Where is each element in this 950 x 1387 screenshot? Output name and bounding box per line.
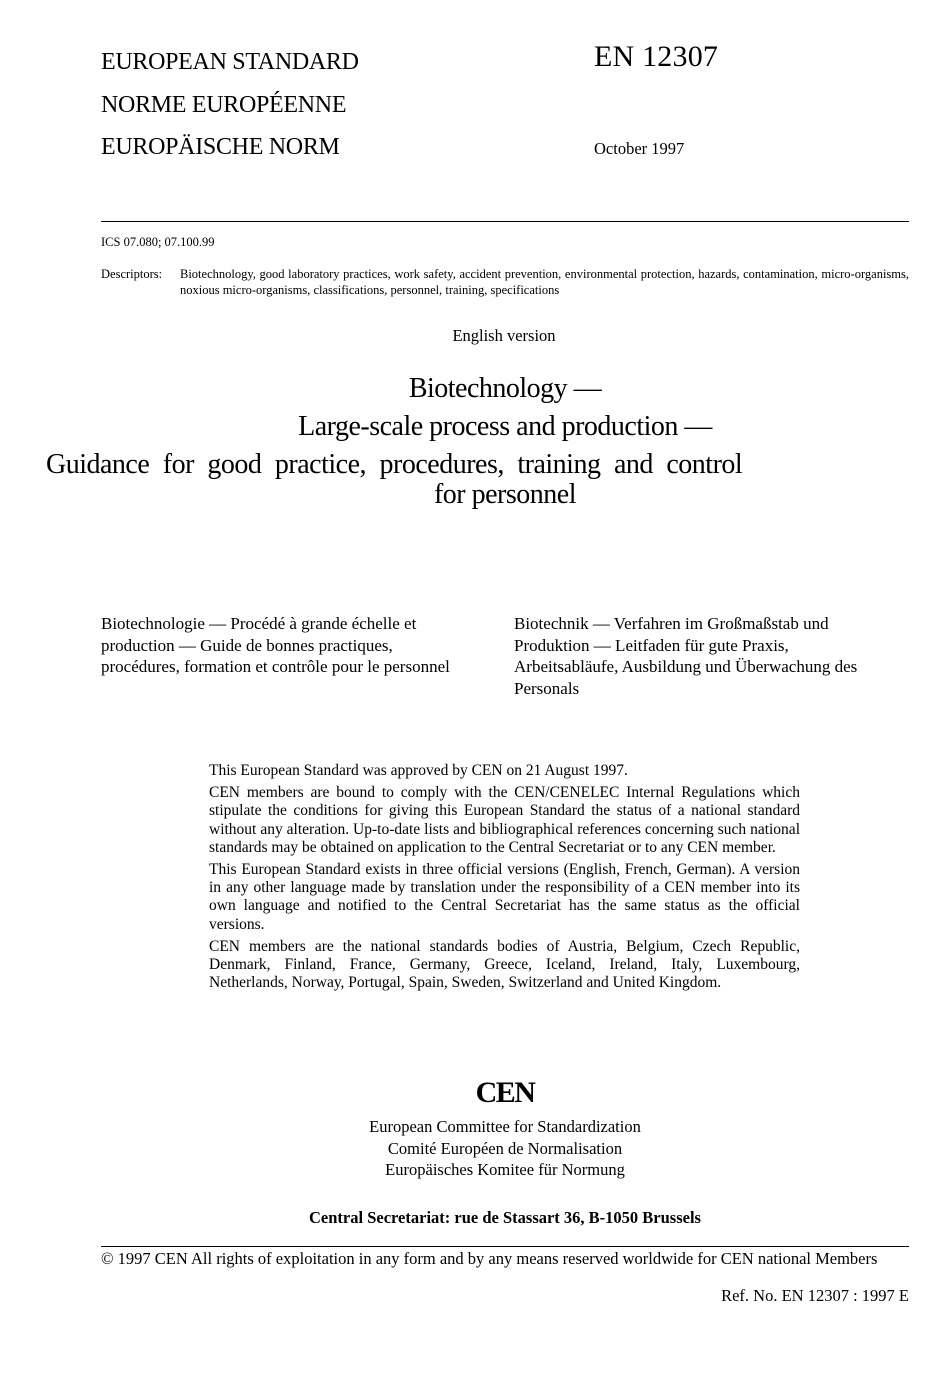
french-title <box>101 613 501 678</box>
standard-title-french: NORME EUROPÉENNE <box>101 92 347 118</box>
compliance-paragraph: CEN members are bound to comply with the CEN/CENELEC Internal Regulations which stipulate the conditions for giving this European Standard the status of a national standard without any alteration. Up-to-date lists and bibliographical references concerning such national standards may be obtained on application to the Central Secretariat or to any CEN member. <box>209 784 800 856</box>
french-title-line: production — Guide de bonnes practiques, <box>101 635 393 655</box>
cen-name-french: Comité Européen de Normalisation <box>387 1138 623 1158</box>
members-paragraph: CEN members are the national standards bodies of Austria, Belgium, Czech Republic, Denmark, Finland, France, Germany, Greece, Iceland, Ireland, Italy, Luxembourg, Netherlands, Norway, Portugal, Spain, Sweden, Switzerland and United Kingdom. <box>209 937 800 992</box>
footer-divider <box>101 1246 909 1247</box>
german-title-line: Personals <box>514 678 580 698</box>
title-line-3: Guidance for good practice, procedures, training and control <box>46 449 743 480</box>
title-line-1: Biotechnology — <box>408 373 602 404</box>
descriptors-text: Biotechnology, good laboratory practices, work safety, accident prevention, environmental protection, hazards, contamination, micro-organisms, noxious micro-organisms, classifications, personnel, training, specifications <box>180 267 909 297</box>
cen-logo: CEN <box>475 1076 535 1109</box>
descriptors-label: Descriptors: <box>101 267 163 281</box>
german-title <box>514 613 914 699</box>
copyright-notice: © 1997 CEN All rights of exploitation in any form and by any means reserved worldwide for CEN national Members <box>101 1249 878 1268</box>
ics-code: ICS 07.080; 07.100.99 <box>101 235 215 249</box>
cen-name-german: Europäisches Komitee für Normung <box>385 1160 625 1179</box>
approval-paragraph: This European Standard was approved by CEN on 21 August 1997. <box>209 762 628 779</box>
title-line-2: Large-scale process and production — <box>298 411 712 442</box>
cen-name-english: European Committee for Standardization <box>369 1117 641 1136</box>
header-divider <box>101 221 909 222</box>
standard-number: EN 12307 <box>594 40 719 73</box>
descriptors <box>101 266 909 298</box>
versions-paragraph: This European Standard exists in three official versions (English, French, German). A version in any other language made by translation under the responsibility of a CEN member into its own language and notified to the Central Secretariat has the same status as the official versions. <box>209 861 800 933</box>
german-title-line: Arbeitsabläufe, Ausbildung und Überwachung des <box>514 657 858 676</box>
standard-title-english: EUROPEAN STANDARD <box>101 49 359 75</box>
french-title-line: Biotechnologie — Procédé à grande échelle et <box>101 614 417 633</box>
reference-number: Ref. No. EN 12307 : 1997 E <box>721 1286 909 1305</box>
title-line-4: for personnel <box>433 479 576 510</box>
standard-title-german: EUROPÄISCHE NORM <box>101 134 340 160</box>
cen-names <box>0 1116 950 1181</box>
language-version: English version <box>452 326 556 345</box>
german-title-line: Biotechnik — Verfahren im Großmaßstab und <box>514 614 829 633</box>
french-title-line: procédures, formation et contrôle pour le personnel <box>101 657 450 676</box>
german-title-line: Produktion — Leitfaden für gute Praxis, <box>514 635 789 655</box>
document-title <box>46 370 909 510</box>
approval-statement <box>209 762 800 996</box>
publication-date: October 1997 <box>594 139 685 158</box>
central-secretariat-address: Central Secretariat: rue de Stassart 36, B-1050 Brussels <box>309 1208 701 1227</box>
